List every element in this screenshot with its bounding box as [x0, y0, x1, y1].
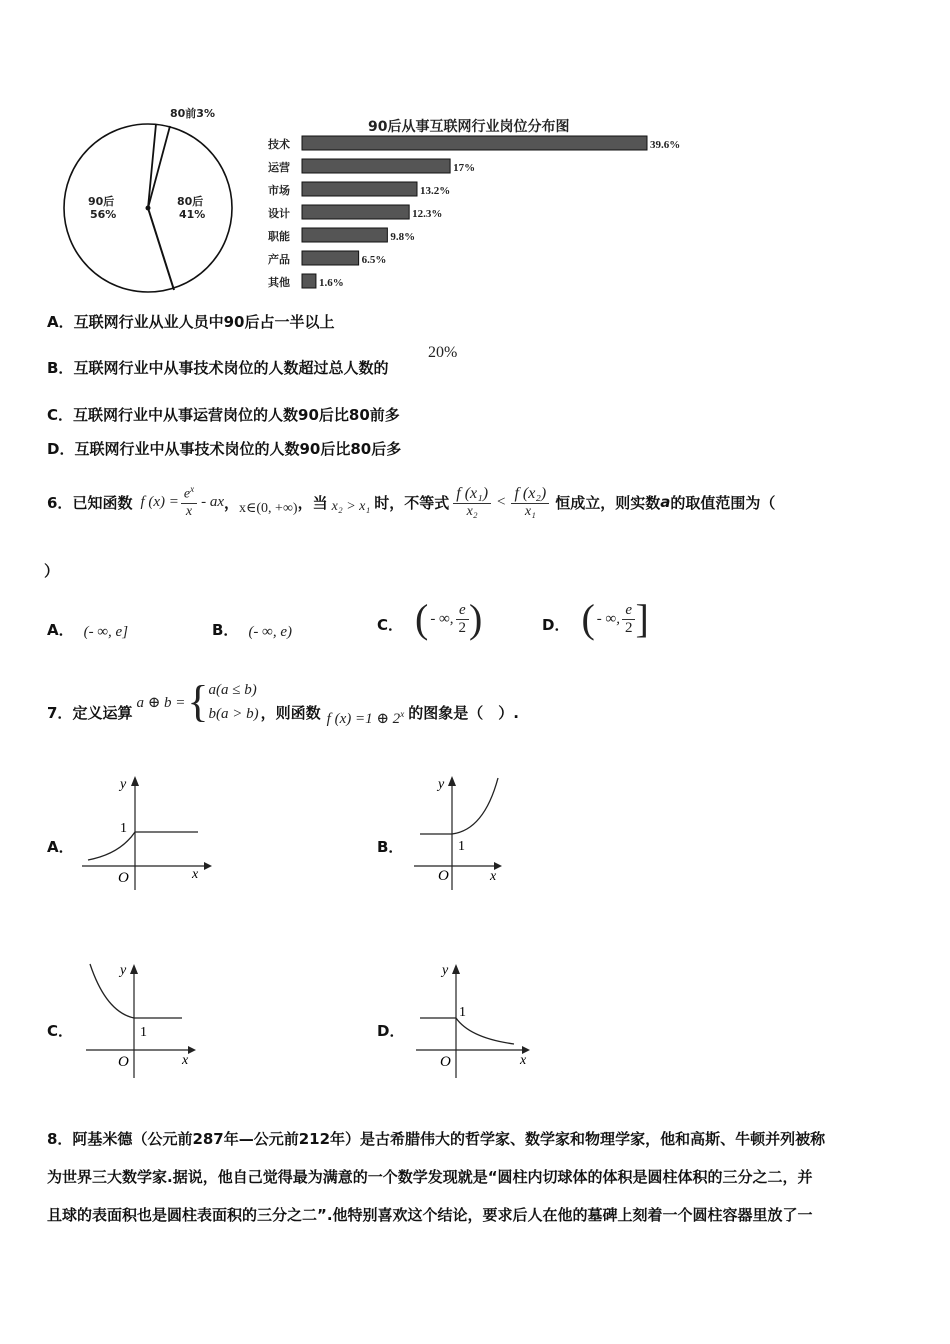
q6-f-den: x: [185, 503, 193, 519]
q6-option-c[interactable]: [377, 594, 482, 644]
q7-graph-d[interactable]: [414, 956, 544, 1081]
bar-4: [302, 228, 387, 242]
q7-operator: a ⊕ b =: [136, 694, 186, 711]
graph-a-curve: [88, 832, 135, 860]
q6-option-c-num: e: [456, 602, 470, 620]
q6-condition: x₂ > x₁: [331, 499, 371, 514]
graph-d-x-label: x: [520, 1053, 527, 1068]
bar-6: [302, 274, 316, 288]
graph-a-one: 1: [120, 821, 127, 836]
q7-function: [327, 709, 405, 728]
q7-case-1: a(a ≤ b): [208, 682, 257, 698]
q6-f-num: e: [183, 486, 191, 502]
q5-option-d-label: D．: [47, 440, 75, 458]
bar-chart-title: 90后从事互联网行业岗位分布图: [368, 119, 570, 135]
bar-category-label: 运营: [268, 162, 290, 174]
pie-label-90-name: 90后: [88, 195, 115, 208]
q5-option-c-text: 互联网行业中从事运营岗位的人数90后比80前多: [73, 406, 400, 424]
q6-lhs-fraction: [453, 485, 491, 520]
bar-value-label: 39.6%: [650, 139, 681, 151]
pie-label-80qian: 80前3%: [170, 107, 215, 120]
q6-f-tail: - ax: [201, 493, 225, 510]
q7-option-c-label[interactable]: C．: [47, 1022, 74, 1040]
graph-c-origin: O: [118, 1054, 129, 1070]
q7-stem: 7． 定义运算 a ⊕ b = { a(a ≤ b) b(a > b) ，则函数 f (x) =1 ⊕ 2$^x$ 的图象是（ ）.: [47, 677, 519, 727]
q6-option-b-math: (- ∞, e): [248, 624, 293, 640]
bar-5: [302, 251, 359, 265]
bar-value-label: 13.2%: [420, 185, 451, 197]
q5-option-b-percent: 20%: [428, 344, 458, 361]
bar-category-label: 产品: [268, 254, 290, 266]
q7-text-1: 定义运算: [72, 703, 133, 722]
bar-chart: [266, 134, 686, 314]
bar-1: [302, 159, 450, 173]
pie-label-80-pct: 41%: [179, 208, 206, 221]
q6-option-d-frac: [622, 602, 636, 637]
graph-c-one: 1: [140, 1025, 147, 1040]
graph-a-x-arrow-icon: [204, 862, 212, 870]
q7-text-2: ，则函数: [260, 703, 321, 722]
graph-d-curve: [456, 1018, 514, 1044]
pie-chart: [40, 100, 260, 300]
graph-c-x-arrow-icon: [188, 1046, 196, 1054]
q6-f-fraction: [181, 484, 197, 520]
graph-b-origin: O: [438, 868, 449, 884]
q8-paragraph: [47, 1120, 917, 1234]
q6-option-c-den: 2: [458, 619, 467, 636]
q6-option-d-math: ( - ∞, $\frac{e}{2}$ ]: [581, 596, 649, 641]
graph-b-y-label: y: [438, 777, 445, 792]
pie-center: [146, 206, 151, 211]
q6-option-b[interactable]: [212, 618, 292, 641]
bar-value-label: 9.8%: [390, 231, 416, 243]
graph-d-y-arrow-icon: [452, 964, 460, 974]
graph-c-x-label: x: [182, 1053, 189, 1068]
graph-a-y-arrow-icon: [131, 776, 139, 786]
q6-comma: ，: [224, 493, 240, 512]
pie-label-90-pct: 56%: [90, 208, 117, 221]
q5-option-b-text: 互联网行业中从事技术岗位的人数超过总人数的: [73, 359, 389, 377]
q6-stem: [47, 474, 775, 530]
bar-value-label: 17%: [453, 162, 476, 174]
q6-variable-a: a: [660, 493, 671, 511]
bar-category-label: 技术: [268, 139, 290, 151]
graph-d-y-label: y: [442, 963, 449, 978]
q6-option-d-pre: - ∞,: [596, 610, 620, 627]
bar-category-label: 职能: [268, 231, 290, 243]
q6-text-2: ，当: [297, 493, 328, 512]
bar-category-label: 市场: [268, 185, 290, 197]
q7-option-d-label[interactable]: D．: [377, 1022, 405, 1040]
pie-divider-90-80: [148, 208, 174, 290]
graph-d-origin: O: [440, 1054, 451, 1070]
q7-case-2: b(a > b): [208, 706, 259, 722]
bar-3: [302, 205, 409, 219]
pie-label-80-name: 80后: [177, 195, 204, 208]
graph-a-origin: O: [118, 870, 129, 886]
graph-a-y-label: y: [120, 777, 127, 792]
q7-option-a-label[interactable]: A．: [47, 838, 74, 856]
q6-close-paren: ）: [44, 562, 60, 580]
q5-option-c-label: C．: [47, 406, 74, 424]
q6-text-5: 的取值范围为（: [670, 493, 776, 512]
q6-f-sup: x: [190, 484, 195, 495]
q6-option-d-den: 2: [624, 619, 633, 636]
q6-lhs-den: x₂: [466, 503, 478, 519]
graph-b-y-arrow-icon: [448, 776, 456, 786]
q7-function-body: f (x) =1 ⊕ 2: [326, 710, 401, 727]
q7-option-b-label[interactable]: B．: [377, 838, 404, 856]
q5-option-d-text: 互联网行业中从事技术岗位的人数90后比80后多: [74, 440, 402, 458]
q6-option-d[interactable]: [542, 594, 649, 644]
q6-option-c-math: ( - ∞, $\frac{e}{2}$ ): [415, 596, 483, 641]
bar-2: [302, 182, 417, 196]
q6-rhs-fraction: [511, 485, 549, 520]
q5-option-a-label: A．: [47, 313, 74, 331]
q6-option-a[interactable]: [47, 618, 128, 641]
graph-b-curve: [452, 778, 498, 834]
q6-domain: x∈(0, +∞): [239, 500, 298, 516]
q8-line-1: 8．阿基米德（公元前287年—公元前212年）是古希腊伟大的哲学家、数学家和物理学家，他和高斯、牛顿并列被称: [47, 1130, 826, 1148]
q6-option-c-label: C．: [377, 615, 404, 634]
graph-d-one: 1: [459, 1005, 466, 1020]
figure-area: [40, 100, 720, 300]
graph-c-y-label: y: [120, 963, 127, 978]
bar-category-label: 其他: [268, 277, 290, 289]
q7-graph-a[interactable]: [80, 770, 210, 895]
q6-lhs-num: f (x₁): [453, 485, 491, 504]
bar-0: [302, 136, 647, 150]
q5-option-a[interactable]: [47, 311, 335, 332]
q5-option-d[interactable]: [47, 438, 401, 459]
q6-option-b-label: B．: [212, 621, 239, 639]
q6-option-a-label: A．: [47, 621, 74, 639]
q7-function-sup: x: [400, 708, 405, 719]
q8-line-2: 为世界三大数学家.据说，他自己觉得最为满意的一个数学发现就是“圆柱内切球体的体积是圆柱体积的三分之二，并: [47, 1168, 813, 1186]
bar-category-label: 设计: [268, 208, 290, 220]
q7-graph-b[interactable]: [412, 770, 542, 895]
q6-less-than: <: [497, 493, 506, 510]
q6-text-3: 时，不等式: [374, 493, 450, 512]
graph-b-x-label: x: [490, 869, 497, 884]
bar-value-label: 6.5%: [361, 254, 387, 266]
q6-option-c-frac: [456, 602, 470, 637]
q5-option-b-label: B．: [47, 359, 74, 377]
bar-value-label: 12.3%: [412, 208, 443, 220]
graph-b-one: 1: [458, 839, 465, 854]
q7-number: 7．: [47, 703, 73, 722]
q6-option-c-pre: - ∞,: [430, 610, 454, 627]
q5-option-b[interactable]: [47, 357, 388, 378]
q6-f-lhs: f (x) =: [140, 493, 179, 510]
q7-text-3: 的图象是（ ）.: [408, 703, 519, 722]
q6-rhs-num: f (x₂): [511, 485, 549, 504]
q6-option-a-math: (- ∞, e]: [83, 624, 129, 640]
q5-option-c[interactable]: [47, 404, 400, 425]
graph-a-x-label: x: [192, 867, 199, 882]
q6-rhs-den: x₁: [524, 503, 536, 519]
q6-text-4: 恒成立，则实数: [555, 493, 661, 512]
q6-option-d-label: D．: [542, 615, 570, 634]
q7-cases: [209, 678, 259, 726]
q6-option-d-num: e: [622, 602, 636, 620]
q6-number: 6．: [47, 493, 73, 512]
graph-c-curve: [90, 964, 134, 1018]
q7-graph-c[interactable]: [84, 956, 214, 1081]
q6-text-1: 已知函数: [72, 493, 133, 512]
q8-line-3: 且球的表面积也是圆柱表面积的三分之二”.他特别喜欢这个结论，要求后人在他的墓碑上刻着一个圆柱容器里放了一: [47, 1206, 813, 1224]
graph-c-y-arrow-icon: [130, 964, 138, 974]
bar-value-label: 1.6%: [318, 277, 344, 289]
q5-option-a-text: 互联网行业从业人员中90后占一半以上: [73, 313, 335, 331]
